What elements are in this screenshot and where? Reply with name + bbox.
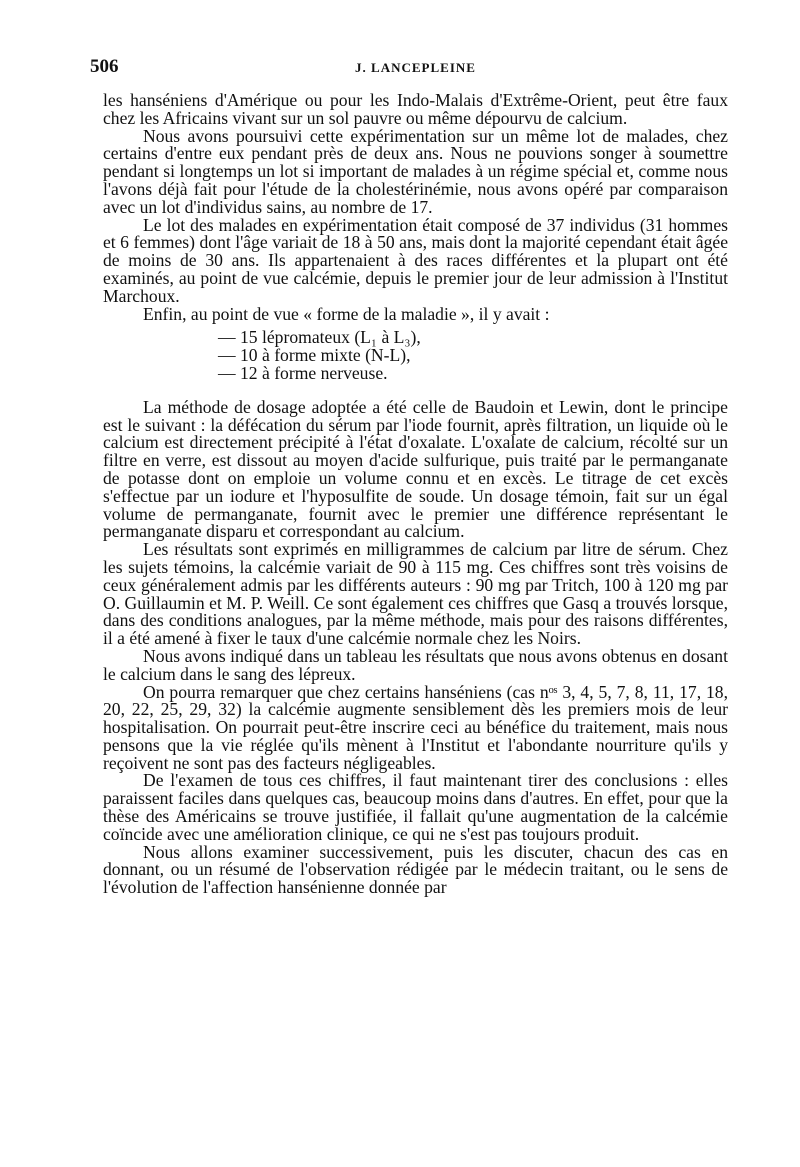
- page-number: 506: [90, 56, 119, 77]
- page: [90, 56, 728, 898]
- paragraph-4: Enfin, au point de vue « forme de la maladie », il y avait :: [143, 303, 550, 324]
- paragraph-1: les hanséniens d'Amérique ou pour les Indo-Malais d'Extrême-Orient, peut être faux chez les Africains vivant sur un sol pauvre ou même dépourvu de calcium.: [103, 90, 728, 128]
- paragraph-10: Nous allons examiner successivement, puis les discuter, chacun des cas en donnant, ou un résumé de l'observation rédigée par le médecin traitant, ou le sens de l'évolution de l'affection hansénienne donnée par: [103, 841, 728, 898]
- list-item: — 12 à forme nerveuse.: [218, 362, 388, 383]
- disease-form-list: [218, 329, 728, 382]
- paragraph-8: On pourra remarquer que chez certains hanséniens (cas nᵒˢ 3, 4, 5, 7, 8, 11, 17, 18, 20, 22, 25, 29, 32) la calcémie augmente sensiblement dès les premiers mois de leur hospitalisation. On pourrait peut-être inscrire ceci au bénéfice du traitement, mais nous pensons que la vie réglée qu'ils mènent à l'Institut et l'abondante nourriture qu'ils y reçoivent ne sont pas des facteurs négligeables.: [103, 681, 728, 773]
- paragraph-2: Nous avons poursuivi cette expérimentation sur un même lot de malades, chez certains d'entre eux pendant près de deux ans. Nous ne pouvions songer à soumettre pendant si longtemps un lot si important de malades à un régime spécial et, comme nous l'avons déjà fait pour l'étude de la cholestérinémie, nous avons opéré par comparaison avec un lot d'individus sains, au nombre de 17.: [103, 125, 728, 217]
- paragraph-9: De l'examen de tous ces chiffres, il faut maintenant tirer des conclusions : elles paraissent faciles dans quelques cas, beaucoup moins dans d'autres. En effet, pour que la thèse des Américains se trouve justifiée, il fallait qu'une augmentation de la calcémie coïncide avec une amélioration clinique, ce qui ne s'est pas toujours produit.: [103, 770, 728, 844]
- list-item: — 10 à forme mixte (N-L),: [218, 345, 411, 366]
- paragraph-6: Les résultats sont exprimés en milligrammes de calcium par litre de sérum. Chez les sujets témoins, la calcémie variait de 90 à 115 mg. Ces chiffres sont très voisins de ceux généralement admis par les différents auteurs : 90 mg par Tritch, 100 à 120 mg par O. Guillaumin et M. P. Weill. Ce sont également ces chiffres que Gasq a trouvés lorsque, dans des conditions analogues, par la même méthode, mais pour des raisons différentes, il a été amené à fixer le taux d'une calcémie normale chez les Noirs.: [103, 539, 728, 649]
- paragraph-7: Nous avons indiqué dans un tableau les résultats que nous avons obtenus en dosant le calcium dans le sang des lépreux.: [103, 645, 728, 684]
- page-header: [90, 56, 728, 82]
- paragraph-5: La méthode de dosage adoptée a été celle de Baudoin et Lewin, dont le principe est le suivant : la défécation du sérum par l'iode fournit, après filtration, un liquide où le calcium est directement précipité à l'état d'oxalate. L'oxalate de calcium, récolté sur un filtre en verre, est dissout au moyen d'acide sulfurique, puis traité par le permanganate de potasse dont on emploie un volume connu et en excès. Le titrage de cet excès s'effectue par un iodure et l'hyposulfite de soude. Un dosage témoin, fait sur un égal volume de permanganate, fournit avec le premier une différence représentant le permanganate disparu et correspondant au calcium.: [103, 396, 728, 542]
- list-item: — 15 lépromateux (L₁ à L₃),: [218, 327, 421, 348]
- running-head: J. LANCEPLEINE: [355, 60, 476, 75]
- paragraph-3: Le lot des malades en expérimentation était composé de 37 individus (31 hommes et 6 femmes) dont l'âge variait de 18 à 50 ans, mais dont la majorité cependant était âgée de moins de 30 ans. Ils appartenaient à des races différentes et la plupart ont été examinés, au point de vue calcémie, depuis le premier jour de leur admission à l'Institut Marchoux.: [103, 214, 728, 306]
